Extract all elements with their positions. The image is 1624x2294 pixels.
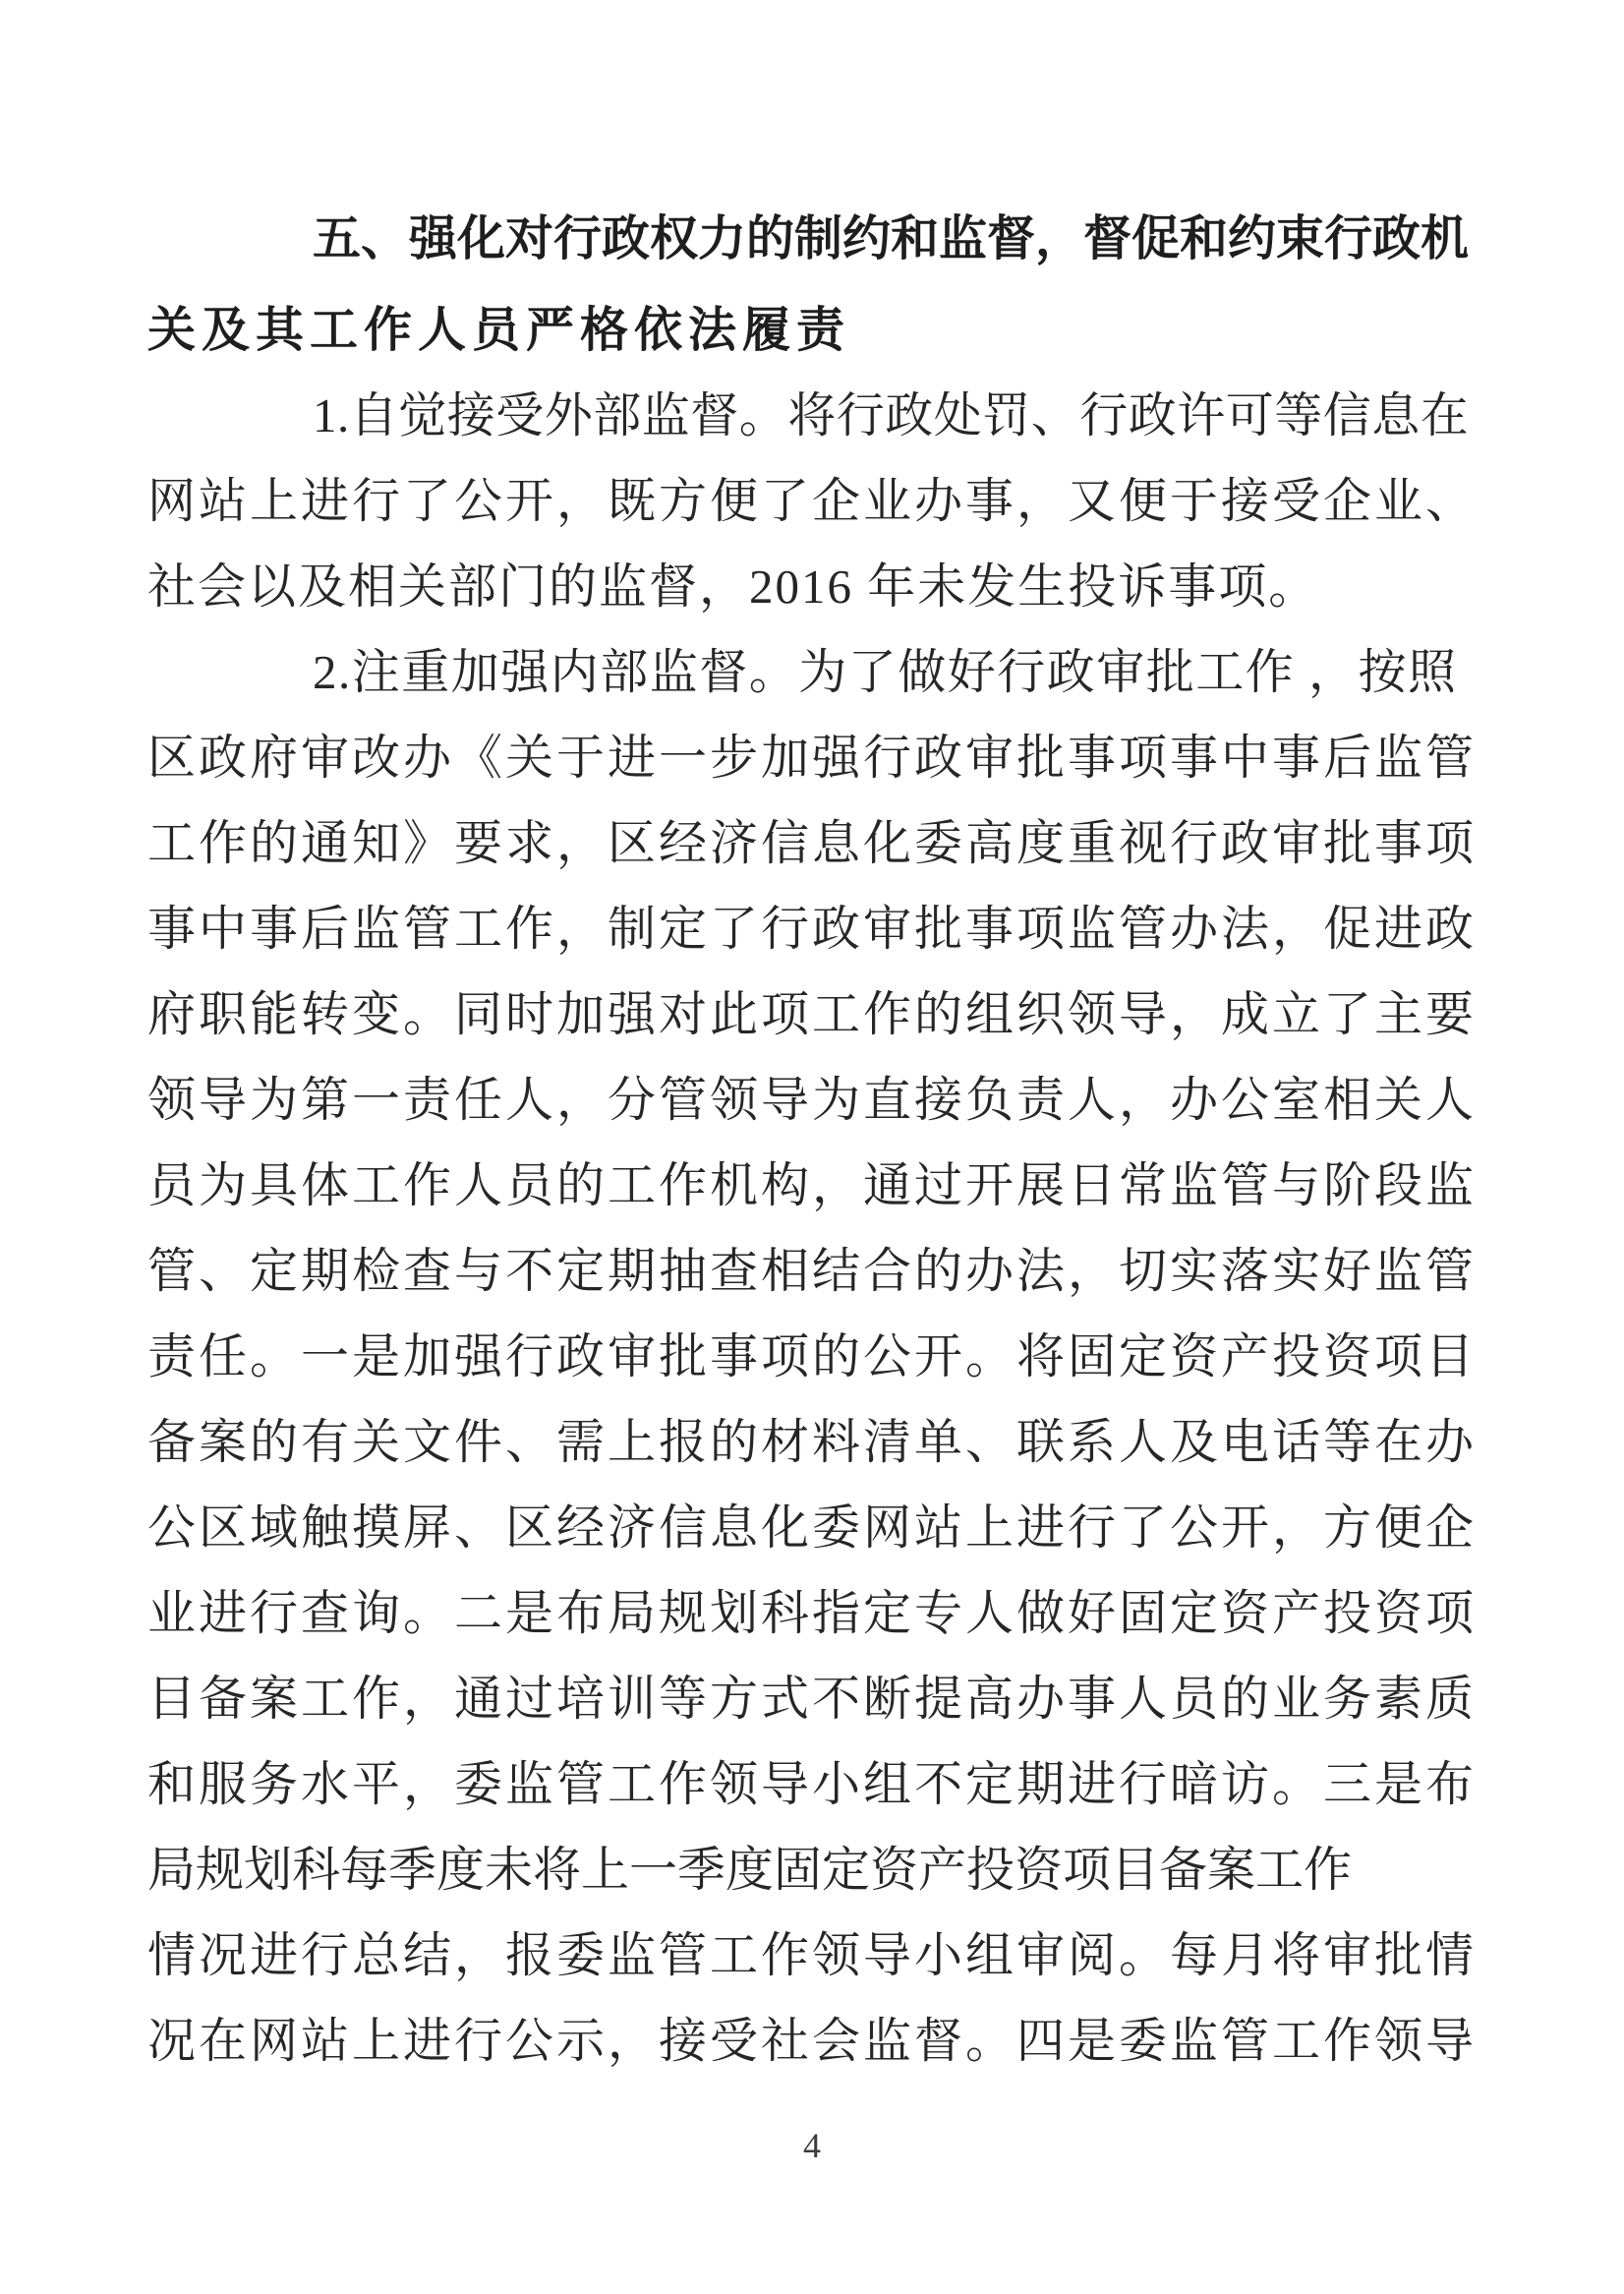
body-line-8: 府职能转变。同时加强对此项工作的组织领导，成立了主要 [147,987,1478,1041]
body-line-2: 网站上进行了公开，既方便了企业办事，又便于接受企业、 [147,474,1478,528]
body-line-14: 公区域触摸屏、区经济信息化委网站上进行了公开，方便企 [147,1500,1478,1555]
heading-line-2: 关及其工作人员严格依法履责 [147,303,851,357]
body-line-4: 2.注重加强内部监督。为了做好行政审批工作 ，按照 [313,645,1458,699]
body-line-6: 工作的通知》要求，区经济信息化委高度重视行政审批事项 [147,816,1478,870]
body-line-17: 和服务水平，委监管工作领导小组不定期进行暗访。三是布 [147,1757,1478,1811]
page-number: 4 [803,2126,821,2165]
body-line-20: 况在网站上进行公示，接受社会监督。四是委监管工作领导 [147,2014,1478,2068]
body-line-3: 社会以及相关部门的监督，2016 年未发生投诉事项。 [147,559,1319,614]
body-line-13: 备案的有关文件、需上报的材料清单、联系人及电话等在办 [147,1415,1478,1469]
body-line-18: 局规划科每季度未将上一季度固定资产投资项目备案工作 [147,1843,1353,1897]
body-line-15: 业进行查询。二是布局规划科指定专人做好固定资产投资项 [147,1586,1478,1640]
body-line-19: 情况进行总结，报委监管工作领导小组审阅。每月将审批情 [147,1928,1478,1982]
body-line-9: 领导为第一责任人，分管领导为直接负责人，办公室相关人 [147,1073,1478,1127]
body-line-11: 管、定期检查与不定期抽查相结合的办法，切实落实好监管 [147,1244,1478,1298]
body-line-12: 责任。一是加强行政审批事项的公开。将固定资产投资项目 [147,1329,1478,1383]
body-line-16: 目备案工作，通过培训等方式不断提高办事人员的业务素质 [147,1672,1478,1726]
body-line-10: 员为具体工作人员的工作机构，通过开展日常监管与阶段监 [147,1158,1478,1212]
body-line-1: 1.自觉接受外部监督。将行政处罚、行政许可等信息在 [313,388,1470,442]
body-line-7: 事中事后监管工作，制定了行政审批事项监管办法，促进政 [147,902,1478,956]
body-line-5: 区政府审改办《关于进一步加强行政审批事项事中事后监管 [147,731,1478,785]
heading-line-1: 五、强化对行政权力的制约和监督，督促和约束行政机 [313,211,1470,265]
